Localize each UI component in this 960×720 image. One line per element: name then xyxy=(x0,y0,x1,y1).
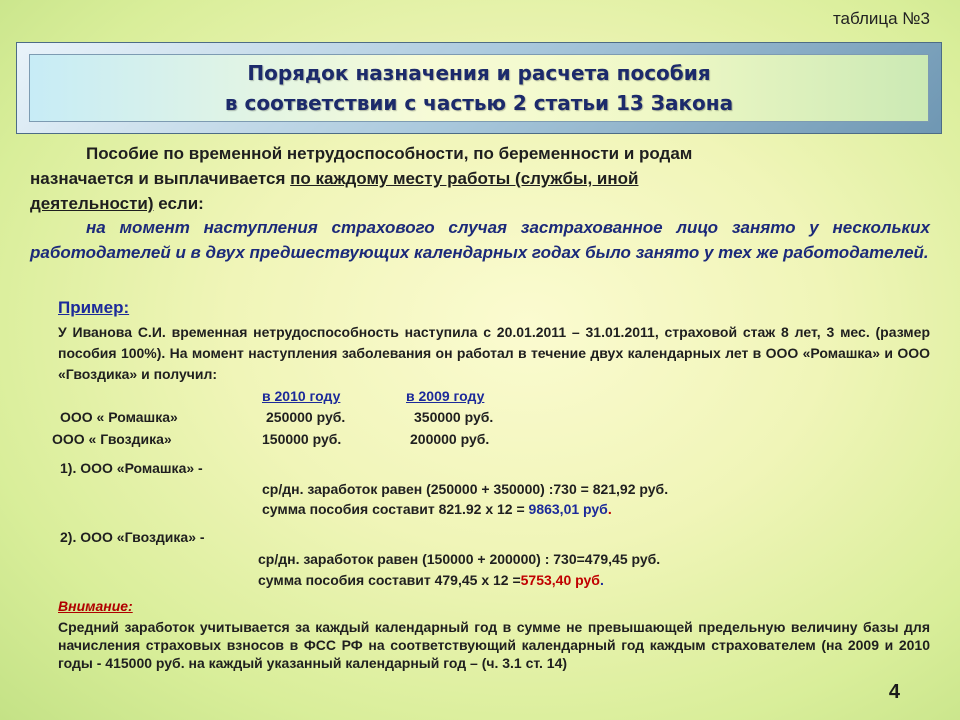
title-box xyxy=(29,54,929,122)
paragraph-line-2 xyxy=(30,166,930,191)
title-line-2: в соответствии с частью 2 статьи 13 Закона xyxy=(224,91,734,115)
row-gvozdika-2010: 150000 руб. xyxy=(262,431,342,447)
example-text: У Иванова С.И. временная нетрудоспособность наступила с 20.01.2011 – 31.01.2011, страховой стаж 8 лет, 3 мес. (размер пособия 100%). На момент наступления заболевания он работал в течение двух календарных лет в ООО «Ромашка» и ООО «Гвоздика» и получил: xyxy=(58,324,930,382)
condition-body: на момент наступления страхового случая застрахованное лицо занято у нескольких работодателей и в двух предшествующих календарных годах было занято у тех же работодателей. xyxy=(30,218,930,262)
year-2010-header: в 2010 году xyxy=(262,388,341,404)
calc-2-line-2-prefix: сумма пособия составит 479,45 х 12 = xyxy=(258,572,521,588)
calc-1-suffix: . xyxy=(607,501,612,517)
paragraph-line-2-underlined: по каждому месту работы (службы, иной xyxy=(290,169,639,188)
page-number: 4 xyxy=(888,681,900,703)
paragraph-line-3 xyxy=(30,191,930,216)
example-label: Пример: xyxy=(58,298,130,317)
title-line-1: Порядок назначения и расчета пособия xyxy=(247,61,711,85)
main-paragraph xyxy=(30,141,930,216)
row-gvozdika-2009: 200000 руб. xyxy=(410,431,490,447)
calc-1-result: 9863,01 руб xyxy=(528,501,608,517)
paragraph-line-1: Пособие по временной нетрудоспособности, по беременности и родам xyxy=(86,144,693,163)
table-number-label: таблица №3 xyxy=(832,9,930,28)
paragraph-line-2-start: назначается и выплачивается xyxy=(30,169,291,188)
calc-2-line-2 xyxy=(258,572,604,588)
condition-text xyxy=(30,215,930,265)
title-frame xyxy=(16,42,942,134)
row-romashka-2009: 350000 руб. xyxy=(414,409,494,425)
calc-1-line-2 xyxy=(262,501,612,517)
calc-2-result: 5753,40 руб xyxy=(520,572,600,588)
row-romashka-2010: 250000 руб. xyxy=(266,409,346,425)
calc-1-line-1: ср/дн. заработок равен (250000 + 350000) :730 = 821,92 руб. xyxy=(262,481,669,497)
paragraph-line-3-underlined: деятельности) xyxy=(30,194,154,213)
calc-2-line-1: ср/дн. заработок равен (150000 + 200000) : 730=479,45 руб. xyxy=(258,551,661,567)
paragraph-line-3-end: если: xyxy=(153,194,204,213)
calc-2-suffix: . xyxy=(599,572,604,588)
warning-label: Внимание: xyxy=(58,598,133,614)
row-gvozdika-org: ООО « Гвоздика» xyxy=(52,431,172,447)
calc-1-line-2-prefix: сумма пособия составит 821.92 х 12 = xyxy=(262,501,529,517)
calc-1-head: 1). ООО «Ромашка» - xyxy=(60,460,203,476)
row-romashka-org: ООО « Ромашка» xyxy=(60,409,178,425)
year-2009-header: в 2009 году xyxy=(406,388,485,404)
calc-2-head: 2). ООО «Гвоздика» - xyxy=(60,529,205,545)
warning-text: Средний заработок учитывается за каждый календарный год в сумме не превышающей предельную величину базы для начисления страховых взносов в ФСС РФ на соответствующий календарный год каждым страхователем (на 2009 и 2010 годы - 415000 руб. на каждый указанный календарный год – (ч. 3.1 ст. 14) xyxy=(58,619,930,671)
